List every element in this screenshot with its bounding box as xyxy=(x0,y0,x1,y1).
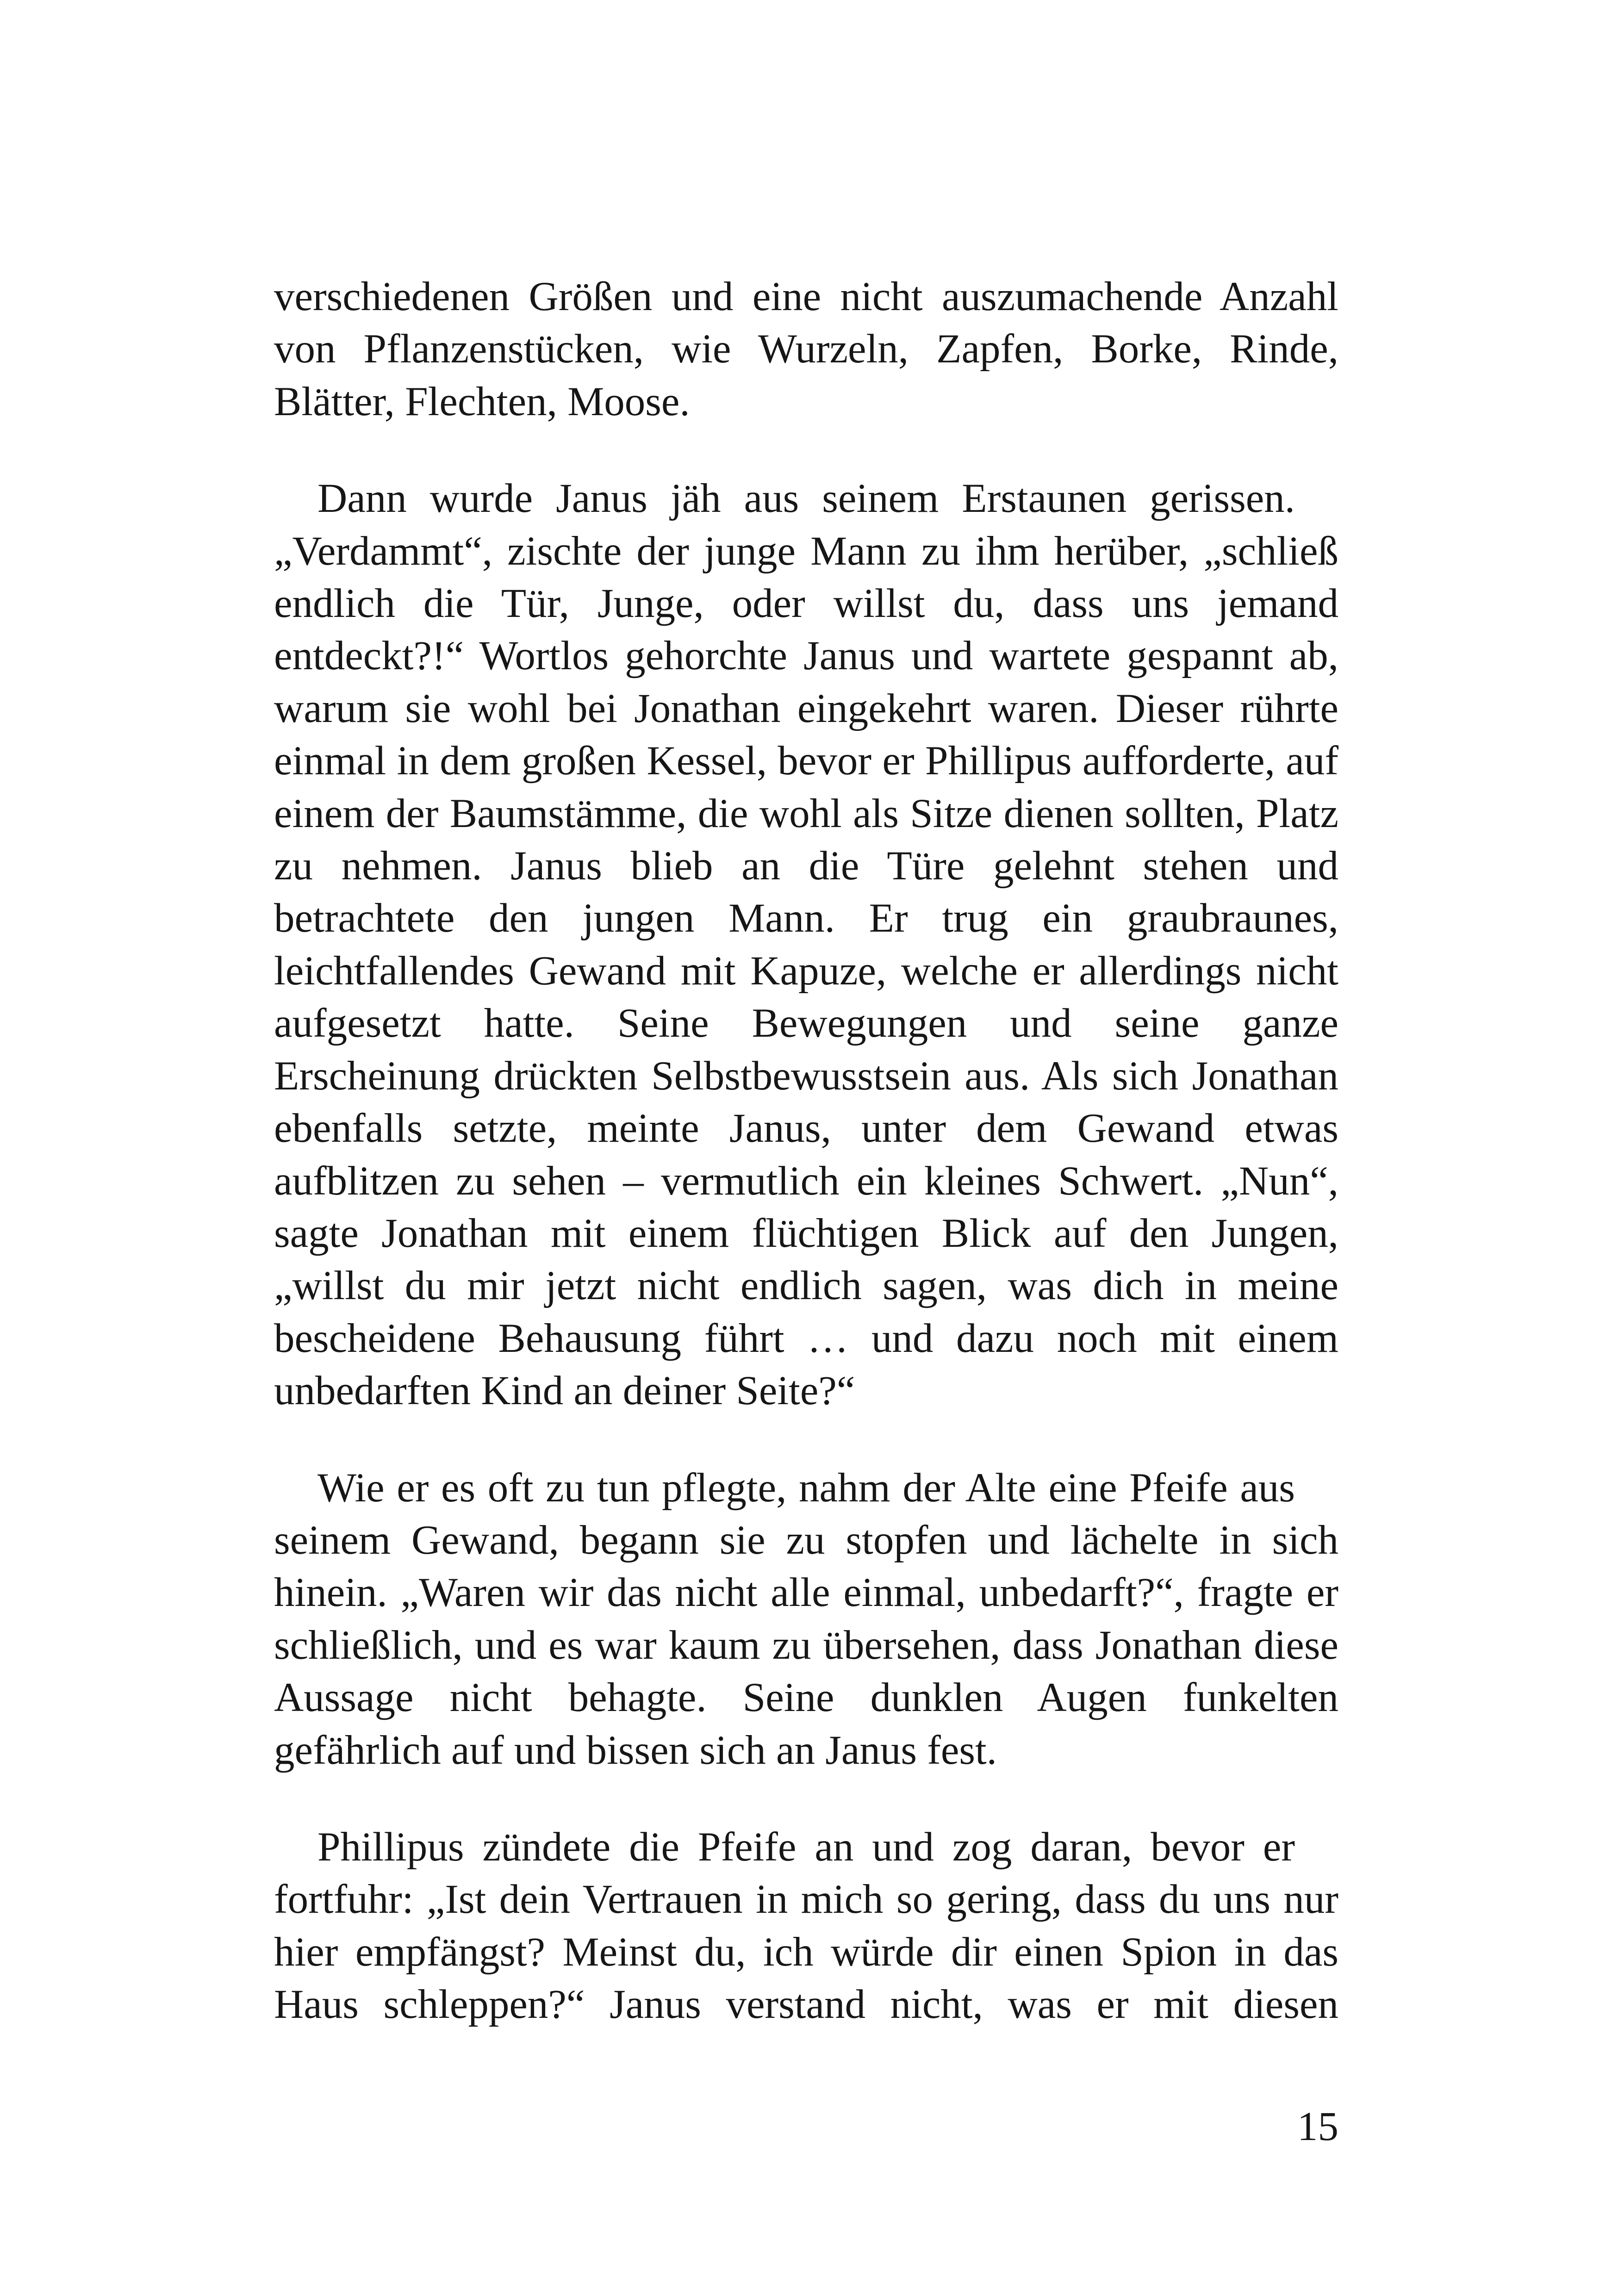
text-line: fortfuhr: „Ist dein Vertrauen in mich so gering, dass du uns nur xyxy=(274,1877,1338,1923)
text-line: gefährlich auf und bissen sich an Janus fest. xyxy=(274,1727,997,1773)
paragraph-3 xyxy=(274,1462,1338,1777)
text-line: aufgesetzt hatte. Seine Bewegungen und seine ganze xyxy=(274,1001,1338,1046)
text-line: ebenfalls setzte, meinte Janus, unter dem Gewand etwas xyxy=(274,1106,1338,1151)
text-line: schließlich, und es war kaum zu übersehen, dass Jonathan diese xyxy=(274,1622,1338,1668)
text-line: hier empfängst? Meinst du, ich würde dir einen Spion in das xyxy=(274,1929,1338,1975)
paragraph-4 xyxy=(274,1821,1338,2031)
text-line: Phillipus zündete die Pfeife an und zog daran, bevor er xyxy=(317,1824,1295,1870)
text-line: Aussage nicht behagte. Seine dunklen Augen funkelten xyxy=(274,1675,1338,1721)
text-line: warum sie wohl bei Jonathan eingekehrt waren. Dieser rührte xyxy=(274,685,1338,731)
page-number: 15 xyxy=(1297,2104,1338,2149)
text-line: einmal in dem großen Kessel, bevor er Phillipus aufforderte, auf xyxy=(274,738,1338,784)
text-line: Blätter, Flechten, Moose. xyxy=(274,379,690,424)
text-line: Wie er es oft zu tun pflegte, nahm der Alte eine Pfeife aus xyxy=(317,1465,1295,1511)
text-line: sagte Jonathan mit einem flüchtigen Blick auf den Jungen, xyxy=(274,1210,1338,1256)
text-line: aufblitzen zu sehen – vermutlich ein kleines Schwert. „Nun“, xyxy=(274,1158,1338,1204)
text-line: einem der Baumstämme, die wohl als Sitze dienen sollten, Platz xyxy=(274,790,1338,836)
paragraph-2 xyxy=(274,473,1338,1417)
text-line: leichtfallendes Gewand mit Kapuze, welche er allerdings nicht xyxy=(274,948,1338,994)
body-text xyxy=(274,271,1338,2031)
text-line: von Pflanzenstücken, wie Wurzeln, Zapfen, Borke, Rinde, xyxy=(274,326,1338,372)
text-line: Dann wurde Janus jäh aus seinem Erstaunen gerissen. xyxy=(317,476,1295,522)
text-line: unbedarften Kind an deiner Seite?“ xyxy=(274,1368,855,1414)
text-line: betrachtete den jungen Mann. Er trug ein graubraunes, xyxy=(274,896,1338,941)
text-line: „Verdammt“, zischte der junge Mann zu ihm herüber, „schließ xyxy=(274,528,1338,574)
paragraph-1 xyxy=(274,271,1338,428)
text-line: „willst du mir jetzt nicht endlich sagen, was dich in meine xyxy=(274,1263,1338,1309)
text-line: seinem Gewand, begann sie zu stopfen und lächelte in sich xyxy=(274,1517,1338,1563)
text-line: endlich die Tür, Junge, oder willst du, dass uns jemand xyxy=(274,581,1338,627)
text-line: Erscheinung drückten Selbstbewusstsein aus. Als sich Jonathan xyxy=(274,1053,1338,1099)
text-line: hinein. „Waren wir das nicht alle einmal, unbedarft?“, fragte er xyxy=(274,1570,1338,1616)
text-line: verschiedenen Größen und eine nicht auszumachende Anzahl xyxy=(274,274,1338,319)
text-line: bescheidene Behausung führt … und dazu noch mit einem xyxy=(274,1315,1338,1361)
text-line: entdeckt?!“ Wortlos gehorchte Janus und wartete gespannt ab, xyxy=(274,633,1338,679)
text-line: Haus schleppen?“ Janus verstand nicht, was er mit diesen xyxy=(274,1982,1338,2028)
text-line: zu nehmen. Janus blieb an die Türe gelehnt stehen und xyxy=(274,843,1338,889)
